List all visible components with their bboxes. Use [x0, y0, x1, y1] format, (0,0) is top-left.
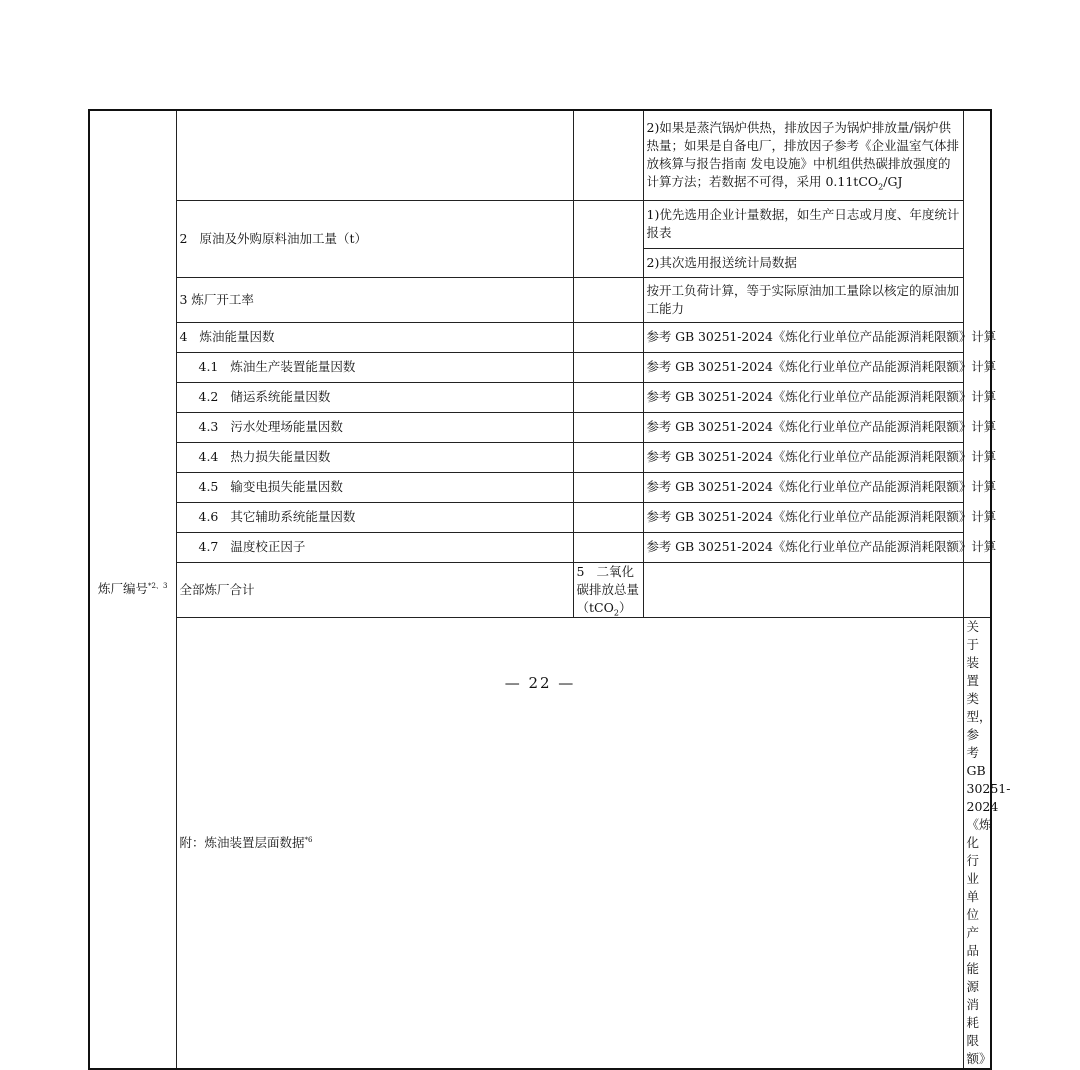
- item-cell: 4.1 炼油生产装置能量因数: [176, 352, 573, 382]
- table-row: [89, 562, 991, 617]
- empty-cell: [573, 200, 643, 277]
- note-cell: 参考 GB 30251-2024《炼化行业单位产品能源消耗限额》计算: [643, 502, 963, 532]
- item-cell: 4.3 污水处理场能量因数: [176, 412, 573, 442]
- note-cell: 2)如果是蒸汽锅炉供热，排放因子为锅炉排放量/锅炉供热量；如果是自备电厂，排放因子参考《企业温室气体排放核算与报告指南 发电设施》中机组供热碳排放强度的计算方法；若数据不可得，采用 0.11tCO$_2$/GJ: [643, 110, 963, 200]
- footnote-marker: *6: [304, 835, 313, 844]
- item-cell: 3 炼厂开工率: [176, 277, 573, 322]
- item-cell: 4.5 输变电损失能量因数: [176, 472, 573, 502]
- table-row: [89, 382, 991, 412]
- item-cell: 2 原油及外购原料油加工量（t）: [176, 200, 573, 277]
- empty-cell: [573, 412, 643, 442]
- empty-cell: [573, 110, 643, 200]
- table-row: [89, 352, 991, 382]
- total-label-cell: 全部炼厂合计: [176, 562, 573, 617]
- table-row: [89, 532, 991, 562]
- table-row: [89, 322, 991, 352]
- note-cell: 按开工负荷计算，等于实际原油加工量除以核定的原油加工能力: [643, 277, 963, 322]
- empty-cell: [573, 277, 643, 322]
- group-label: 炼厂编号: [98, 581, 149, 597]
- note-cell: 参考 GB 30251-2024《炼化行业单位产品能源消耗限额》计算: [643, 472, 963, 502]
- empty-cell: [643, 562, 963, 617]
- item-cell: 4.7 温度校正因子: [176, 532, 573, 562]
- empty-cell: [573, 502, 643, 532]
- item-cell: 4.6 其它辅助系统能量因数: [176, 502, 573, 532]
- empty-cell: [573, 442, 643, 472]
- table-row: [89, 472, 991, 502]
- footnote-marker: *2、3: [148, 582, 168, 591]
- note-cell: 关于装置类型，参考 GB 30251-2024《炼化行业单位产品能源消耗限额》: [963, 617, 991, 1069]
- table-row: [89, 442, 991, 472]
- table-row: [89, 412, 991, 442]
- table-row: [89, 277, 991, 322]
- note-cell: 参考 GB 30251-2024《炼化行业单位产品能源消耗限额》计算: [643, 352, 963, 382]
- empty-cell: [573, 322, 643, 352]
- note-cell: 参考 GB 30251-2024《炼化行业单位产品能源消耗限额》计算: [643, 412, 963, 442]
- note-cell: 2)其次选用报送统计局数据: [643, 248, 963, 277]
- appendix-label: 附：炼油装置层面数据: [179, 834, 305, 850]
- empty-cell: [573, 352, 643, 382]
- note-cell: 参考 GB 30251-2024《炼化行业单位产品能源消耗限额》计算: [643, 322, 963, 352]
- item-cell: 4.4 热力损失能量因数: [176, 442, 573, 472]
- table-row: [89, 200, 991, 248]
- item-cell: 4.2 储运系统能量因数: [176, 382, 573, 412]
- table-row: [89, 502, 991, 532]
- note-cell: 参考 GB 30251-2024《炼化行业单位产品能源消耗限额》计算: [643, 532, 963, 562]
- page-number: — 22 —: [504, 674, 576, 692]
- item-cell: 5 二氧化碳排放总量（tCO$_2$）: [573, 562, 643, 617]
- empty-cell: [176, 110, 573, 200]
- group-label-cell: [89, 110, 176, 1069]
- empty-cell: [573, 382, 643, 412]
- note-cell: 参考 GB 30251-2024《炼化行业单位产品能源消耗限额》计算: [643, 442, 963, 472]
- data-table: [88, 109, 1011, 1070]
- empty-cell: [573, 532, 643, 562]
- empty-cell: [573, 472, 643, 502]
- note-cell: 1)优先选用企业计量数据，如生产日志或月度、年度统计报表: [643, 200, 963, 248]
- table-row: [89, 110, 991, 200]
- empty-cell: [963, 562, 991, 617]
- note-cell: 参考 GB 30251-2024《炼化行业单位产品能源消耗限额》计算: [643, 382, 963, 412]
- item-cell: 4 炼油能量因数: [176, 322, 573, 352]
